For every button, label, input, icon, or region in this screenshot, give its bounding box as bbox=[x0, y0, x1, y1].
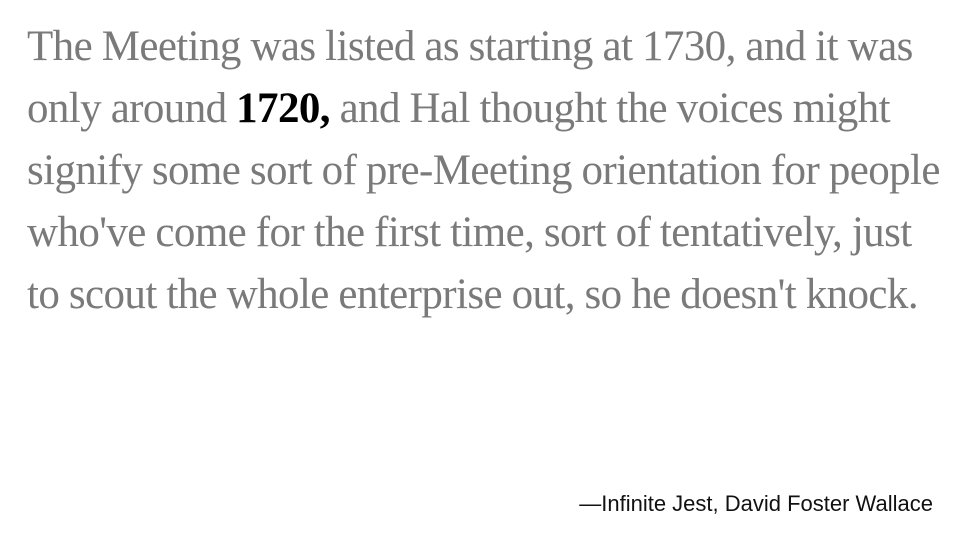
quote-time-highlight: 1720, bbox=[236, 85, 330, 132]
quote-text bbox=[27, 16, 947, 326]
quote-text-after: and Hal thought the voices might signify some sort of pre-Meeting orientation for people who've come for the first time, sort of tentatively, just to scout the whole enterprise out, so he doesn't knock. bbox=[27, 85, 940, 318]
quote-attribution: —Infinite Jest, David Foster Wallace bbox=[579, 491, 933, 516]
quote-text-before: The Meeting was listed as starting at 1730, and it was only around bbox=[27, 23, 913, 132]
